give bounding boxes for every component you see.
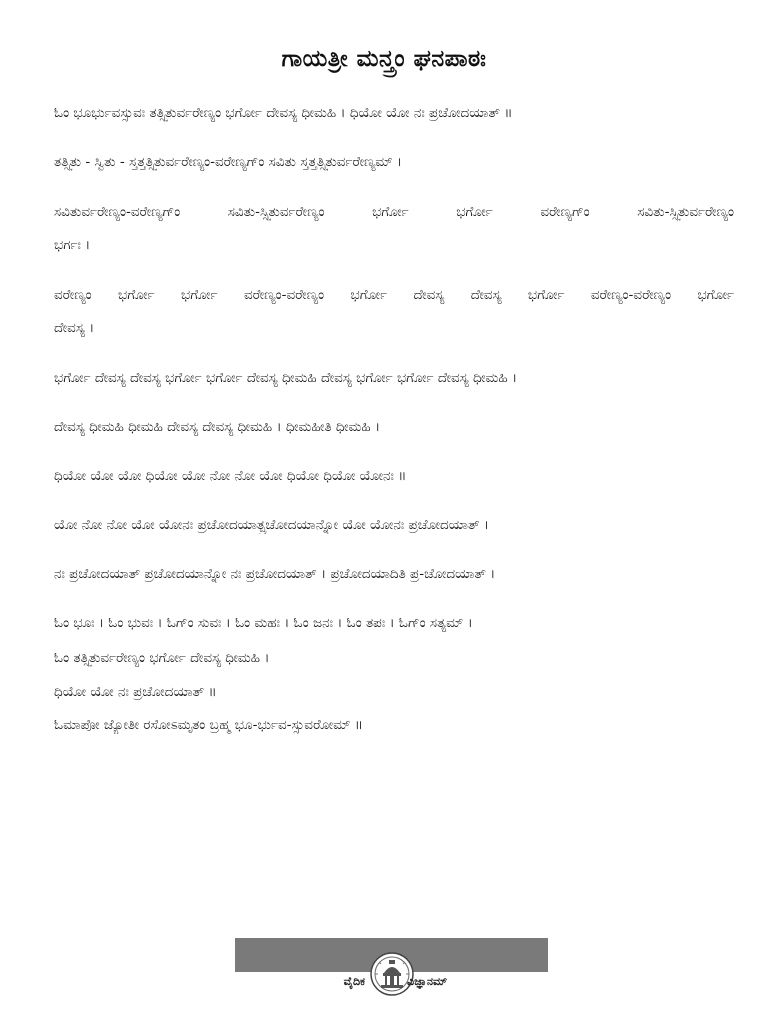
verse-line-1: ಓಂ ಭೂರ್ಭುವಸ್ಸುವಃ ತತ್ಸ್ವಿತುರ್ವರೇಣ್ಯಂ ಭರ್ಗೋ ದೇವಸ್ಯ ಧೀಮಹಿ । ಧಿಯೋ ಯೋ ನಃ ಪ್ರಚೋದಯಾತ್ ॥: [54, 105, 513, 121]
verse-line-8: ಯೋ ನೋ ನೋ ಯೋ ಯೋನಃ ಪ್ರಚೋದಯಾತ್ಪ್ರಚೋದಯಾನ್ನೋ ಯೋ ಯೋನಃ ಪ್ರಚೋದಯಾತ್ ।: [54, 517, 489, 533]
verse-line-5: ಭರ್ಗೋ ದೇವಸ್ಯ ದೇವಸ್ಯ ಭರ್ಗೋ ಭರ್ಗೋ ದೇವಸ್ಯ ಧೀಮಹಿ ದೇವಸ್ಯ ಭರ್ಗೋ ಭರ್ಗೋ ದೇವಸ್ಯ ಧೀಮಹಿ ।: [54, 370, 518, 386]
verse-line-3-cont: ಭರ್ಗಃ ।: [54, 237, 91, 253]
verse-line-9: ನಃ ಪ್ರಚೋದಯಾತ್ ಪ್ರಚೋದಯಾನ್ನೋ ನಃ ಪ್ರಚೋದಯಾತ್ । ಪ್ರಚೋದಯಾದಿತಿ ಪ್ರ-ಚೋದಯಾತ್ ।: [54, 566, 496, 582]
temple-emblem-icon: [369, 951, 415, 997]
verse-line-2: ತತ್ಸ್ವಿತು - ಸ್ವಿತು - ಸ್ತತ್ತತ್ಸ್ವಿತುರ್ವರೇಣ್ಯಂ-ವರೇಣ್ಯಗ್ಂ ಸವಿತು ಸ್ತತ್ತತ್ಸ್ವಿತುರ್ವರೇಣ್ಯಮ್ ।: [54, 154, 403, 170]
verse-line-12: ಧಿಯೋ ಯೋ ನಃ ಪ್ರಚೋದಯಾತ್ ॥: [54, 684, 217, 700]
verse-line-11: ಓಂ ತತ್ಸ್ವಿತುರ್ವರೇಣ್ಯಂ ಭರ್ಗೋ ದೇವಸ್ಯ ಧೀಮಹಿ ।: [54, 650, 270, 666]
verse-line-6: ದೇವಸ್ಯ ಧೀಮಹಿ ಧೀಮಹಿ ದೇವಸ್ಯ ದೇವಸ್ಯ ಧೀಮಹಿ । ಧೀಮಹೀತಿ ಧೀಮಹಿ ।: [54, 419, 381, 435]
verse-line-13: ಓಮಾಪೋ ಜ್ಯೋತೀ ರಸೋಽಮೃತಂ ಬ್ರಹ್ಮ ಭೂ-ರ್ಭುವ-ಸ್ಸುವರೋಮ್ ॥: [54, 717, 363, 733]
footer-label-right: ವಿಜ್ಞಾನಮ್: [407, 975, 448, 988]
verse-line-4: ವರೇಣ್ಯಂ ಭರ್ಗೋ ಭರ್ಗೋ ವರೇಣ್ಯಂ-ವರೇಣ್ಯಂ ಭರ್ಗೋ ದೇವಸ್ಯ ದೇವಸ್ಯ ಭರ್ಗೋ ವರೇಣ್ಯಂ-ವರೇಣ್ಯಂ ಭರ್ಗೋ: [54, 287, 734, 303]
verse-line-4-cont: ದೇವಸ್ಯ ।: [54, 320, 95, 336]
footer-banner: [235, 938, 548, 992]
verse-line-10: ಓಂ ಭೂಃ । ಓಂ ಭುವಃ । ಓಗ್ಂ ಸುವಃ । ಓಂ ಮಹಃ । ಓಂ ಜನಃ । ಓಂ ತಪಃ । ಓಗ್ಂ ಸತ್ಯಮ್ ।: [54, 615, 473, 631]
page-title: ಗಾಯತ್ರೀ ಮನ್ತ್ರಂ ಘನಪಾಠಃ: [281, 46, 487, 72]
verse-line-3: ಸವಿತುರ್ವರೇಣ್ಯಂ-ವರೇಣ್ಯಗ್ಂ ಸವಿತು-ಸ್ಸ್ವಿತುರ್ವರೇಣ್ಯಂ ಭರ್ಗೋ ಭರ್ಗೋ ವರೇಣ್ಯಗ್ಂ ಸವಿತು-ಸ್ಸ್ವಿತುರ್ವರೇಣ್ಯಂ: [54, 204, 734, 220]
footer-label-left: ವೈದಿಕ: [343, 975, 365, 988]
verse-line-7: ಧಿಯೋ ಯೋ ಯೋ ಧಿಯೋ ಯೋ ನೋ ನೋ ಯೋ ಧಿಯೋ ಧಿಯೋ ಯೋನಃ ॥: [54, 468, 407, 484]
